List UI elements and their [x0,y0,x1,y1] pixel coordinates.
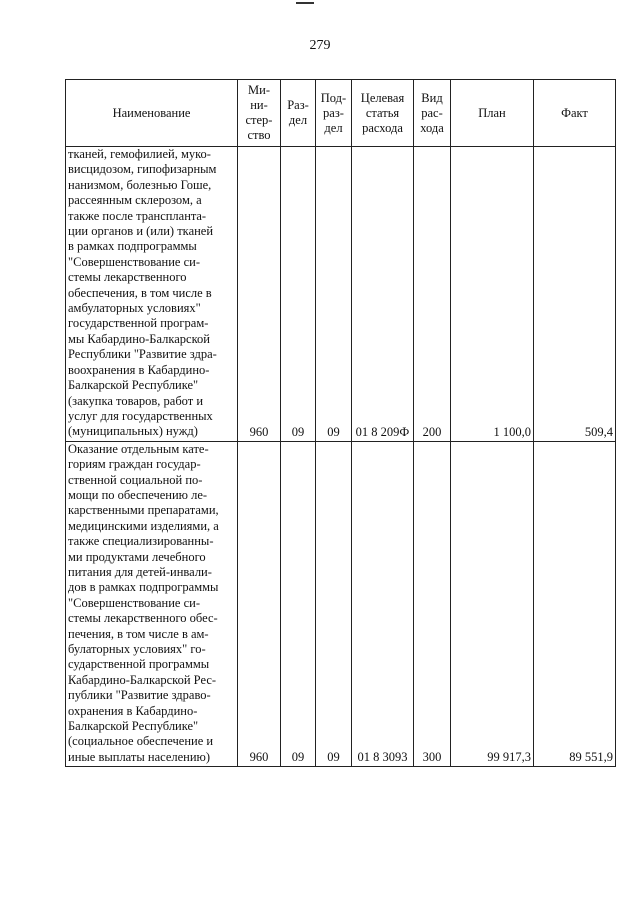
row-name-line: сударственной программы [68,657,210,672]
row-target-article: 01 8 209Ф [352,147,414,442]
header-target-article [352,80,414,147]
row-expense-type: 300 [414,441,451,767]
row-name-line: также после трансплантa- [68,208,207,223]
row-name-line: ми продуктами лечебного [68,549,206,564]
header-ministry-line: Ми- [248,83,270,97]
row-name-line: висцидозом, гипофизарным [68,162,217,177]
row-fact: 509,4 [534,147,616,442]
row-name-line: (муниципальных) нужд) [68,424,198,439]
header-section [281,80,316,147]
row-name-line: услуг для государственных [68,408,213,423]
row-section: 09 [281,441,316,767]
header-target-line: Целевая [360,90,405,105]
header-subsection [316,80,352,147]
header-subsection-line: раз- [323,105,344,120]
header-type-line: Вид [421,90,443,105]
row-name-line: также специализированны- [68,534,214,549]
row-name-line: обеспечения, в том числе в [68,285,212,300]
row-name-line: дов в рамках подпрограммы [68,580,219,595]
row-name-line: Кабардино-Балкарской Рес- [68,672,217,687]
table-header-row [66,80,616,147]
row-name-line: гориям граждан государ- [68,457,201,472]
header-section-line: дел [288,113,308,127]
row-fact: 89 551,9 [534,441,616,767]
header-type-line: рас- [421,105,443,120]
header-type-line: хода [420,120,444,135]
row-name-line: публики "Развитие здраво- [68,688,211,703]
row-name-line: охранения в Кабардино- [68,703,198,718]
row-name-line: Балкарской Республике" [68,378,199,393]
row-name-line: Балкарской Республике" [68,719,199,734]
header-ministry-line: стер- [245,113,273,127]
header-expense-type [414,80,451,147]
header-ministry-line: ство [247,128,271,142]
header-section-line: Раз- [287,98,309,112]
row-expense-type: 200 [414,147,451,442]
row-name-line: в рамках подпрограммы [68,239,197,254]
row-plan: 99 917,3 [451,441,534,767]
row-name-line: питания для детей-инвали- [68,564,212,579]
row-ministry: 960 [238,147,281,442]
row-name-line: амбулаторных условиях" [68,301,201,316]
row-name-line: ственной социальной по- [68,472,203,487]
row-name-line: государственной програм- [68,316,209,331]
row-subsection: 09 [316,441,352,767]
row-target-article: 01 8 3093 [352,441,414,767]
row-name [66,441,238,767]
top-mark [296,2,314,4]
row-name-line: "Совершенствование си- [68,595,200,610]
row-name-line: (закупка товаров, работ и [68,393,204,408]
row-name-line: (социальное обеспечение и [68,734,214,749]
row-name-line: иные выплаты населению) [68,749,211,764]
header-fact: Факт [534,80,616,147]
header-target-line: расхода [362,120,403,135]
page-number: 279 [309,38,331,53]
row-name-line: Республики "Развитие здра- [68,347,217,362]
header-subsection-line: Под- [320,90,347,105]
table-row [66,441,616,767]
header-subsection-line: дел [324,120,343,135]
row-name-line: стемы лекарственного [68,270,187,285]
budget-table [65,79,616,767]
header-plan: План [451,80,534,147]
row-name [66,147,238,442]
row-plan: 1 100,0 [451,147,534,442]
row-name-line: Оказание отдельным кате- [68,441,209,456]
row-name-line: печения, в том числе в ам- [68,626,209,641]
row-name-line: "Совершенствование си- [68,254,200,269]
header-target-line: статья [365,105,400,120]
row-name-line: стемы лекарственного обес- [68,611,218,626]
header-ministry [238,80,281,147]
row-name-line: рассеянным склерозом, а [68,193,202,208]
row-name-line: мы Кабардино-Балкарской [68,331,210,346]
header-ministry-line: ни- [250,98,268,112]
row-section: 09 [281,147,316,442]
row-name-line: воохранения в Кабардино- [68,362,210,377]
row-name-line: карственными препаратами, [68,503,219,518]
row-name-line: ции органов и (или) тканей [68,224,214,239]
row-name-line: булаторных условиях" го- [68,642,206,656]
row-name-line: медицинскими изделиями, а [68,518,219,533]
row-ministry: 960 [238,441,281,767]
row-name-line: мощи по обеспечению ле- [68,487,208,502]
row-name-line: нанизмом, болезнью Гоше, [68,177,212,192]
row-subsection: 09 [316,147,352,442]
row-name-line: тканей, гемофилией, муко- [68,147,211,161]
header-name: Наименование [66,80,238,147]
table-row [66,147,616,442]
